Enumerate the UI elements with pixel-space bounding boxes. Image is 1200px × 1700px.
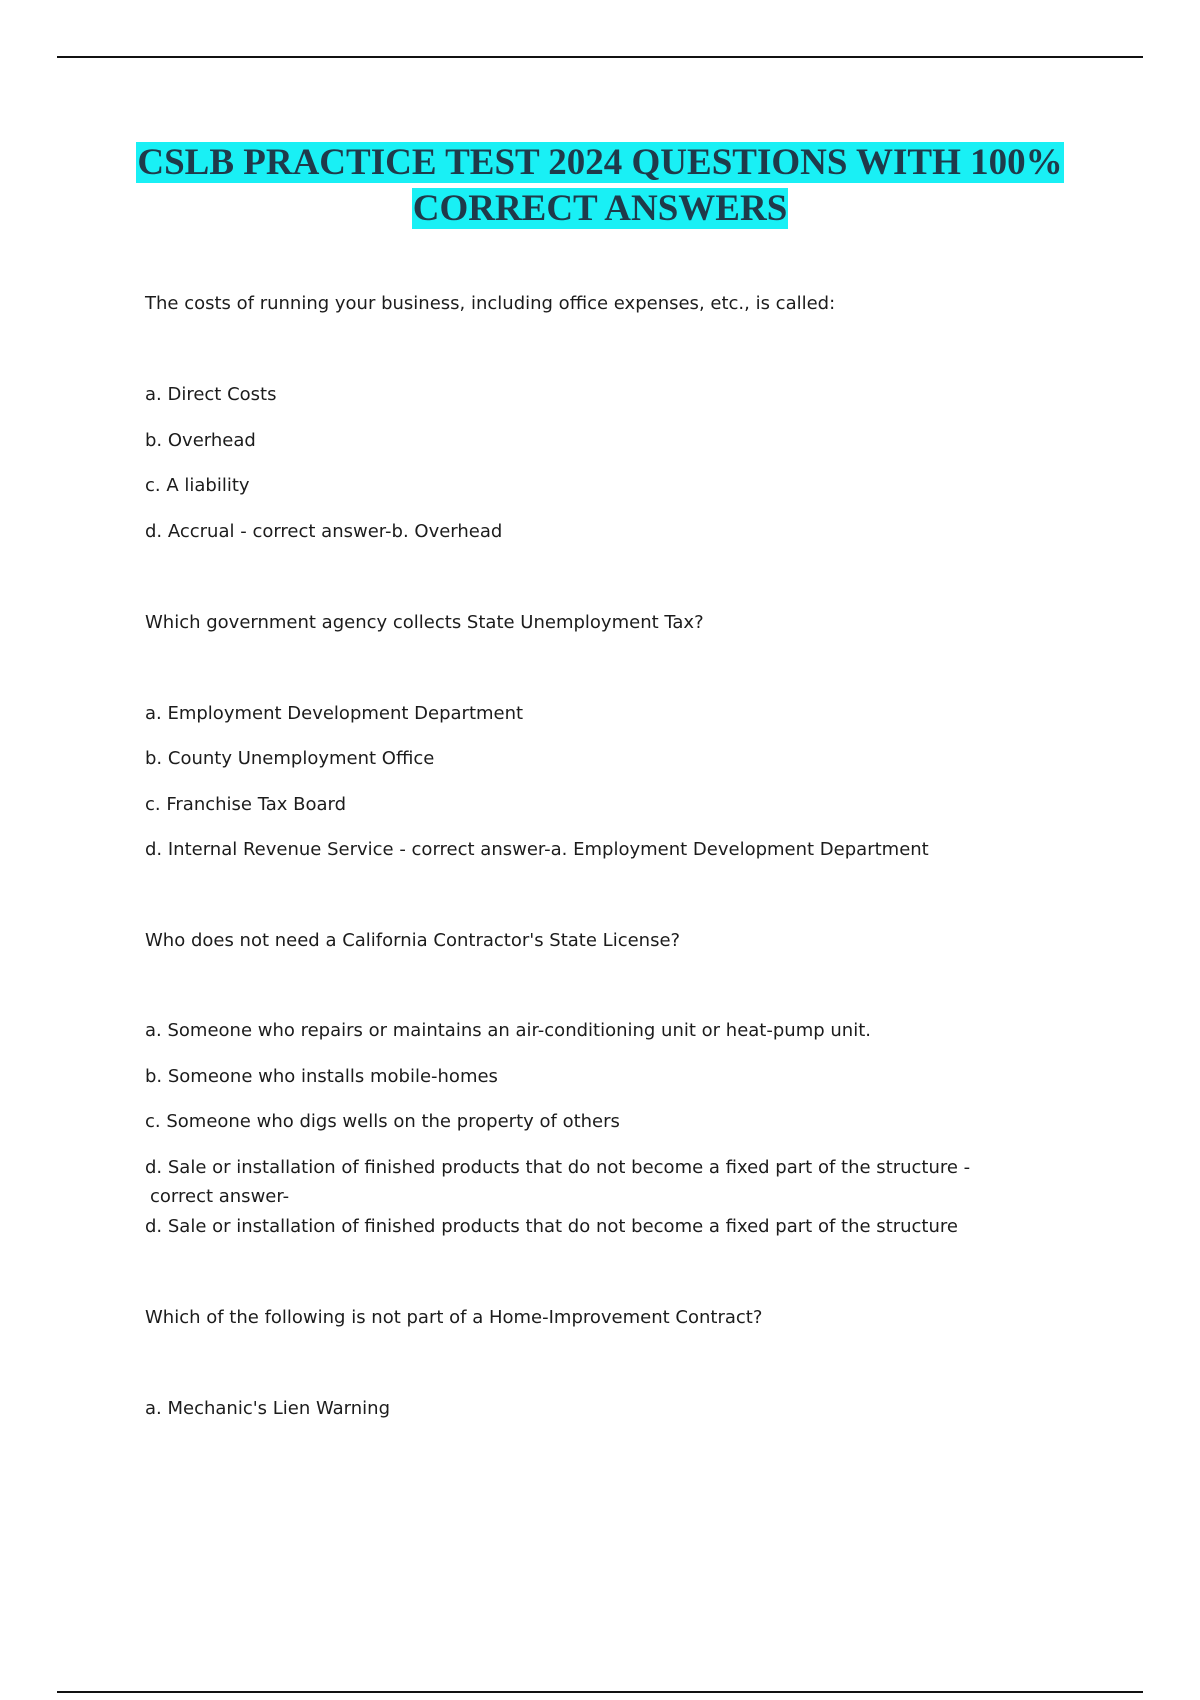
question-2-option-a: a. Employment Development Department	[145, 703, 524, 724]
question-3-option-b: b. Someone who installs mobile-homes	[145, 1066, 498, 1087]
title-line-2: CORRECT ANSWERS	[412, 188, 788, 229]
question-3-option-d: d. Sale or installation of finished products that do not become a fixed part of the structure -	[145, 1157, 971, 1178]
question-2-option-b: b. County Unemployment Office	[145, 748, 435, 769]
question-3: Who does not need a California Contractor's State License?	[145, 930, 681, 951]
question-3-answer-label: correct answer-	[150, 1186, 290, 1207]
question-3-answer: d. Sale or installation of finished products that do not become a fixed part of the structure	[145, 1216, 958, 1237]
question-1-option-a: a. Direct Costs	[145, 384, 277, 405]
question-3-option-c: c. Someone who digs wells on the property of others	[145, 1111, 620, 1132]
question-2-option-d: d. Internal Revenue Service - correct answer-a. Employment Development Department	[145, 839, 929, 860]
question-1-option-b: b. Overhead	[145, 430, 256, 451]
question-2-option-c: c. Franchise Tax Board	[145, 794, 347, 815]
question-1-option-d: d. Accrual - correct answer-b. Overhead	[145, 521, 503, 542]
question-4: Which of the following is not part of a Home-Improvement Contract?	[145, 1307, 763, 1328]
title-line-1: CSLB PRACTICE TEST 2024 QUESTIONS WITH 100%	[137, 142, 1063, 183]
question-1-option-c: c. A liability	[145, 475, 250, 496]
question-2: Which government agency collects State Unemployment Tax?	[145, 612, 704, 633]
bottom-rule	[57, 1691, 1143, 1693]
question-1: The costs of running your business, including office expenses, etc., is called:	[145, 293, 836, 314]
question-4-option-a: a. Mechanic's Lien Warning	[145, 1398, 391, 1419]
question-3-option-a: a. Someone who repairs or maintains an air-conditioning unit or heat-pump unit.	[145, 1020, 871, 1041]
top-rule	[57, 56, 1143, 58]
document-title	[0, 140, 1200, 232]
